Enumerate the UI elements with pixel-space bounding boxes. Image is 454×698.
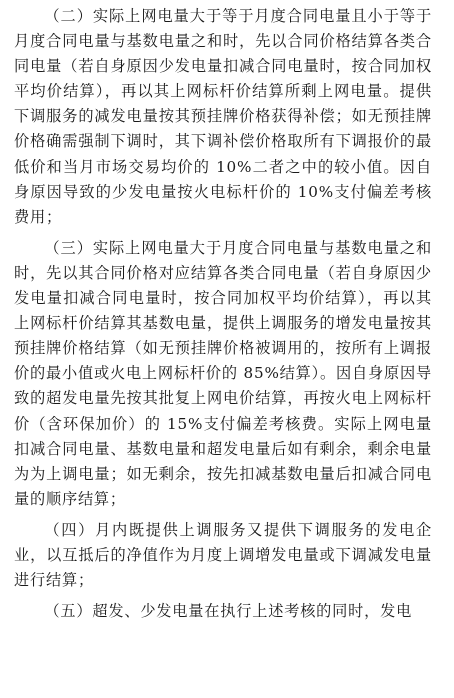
paragraph-item-3: （三）实际上网电量大于月度合同电量与基数电量之和时，先以其合同价格对应结算各类合同电量（若自身原因少发电量扣减合同电量时，按合同加权平均价结算），再以其上网标杆价结算其基数电量，提供上调服务的增发电量按其预挂牌价格结算（如无预挂牌价格被调用的，按所有上调报价的最小值或火电上网标杆价的 85%结算）。因自身原因导致的超发电量先按其批复上网电价结算，再按火电上网标杆价（含环保加价）的 15%支付偏差考核费。实际上网电量扣减合同电量、基数电量和超发电量后如有剩余，剩余电量为为上调电量；如无剩余，按先扣减基数电量后扣减合同电量的顺序结算； [14, 238, 432, 508]
paragraph-item-4: （四）月内既提供上调服务又提供下调服务的发电企业，以互抵后的净值作为月度上调增发电量或下调减发电量进行结算； [14, 520, 432, 590]
paragraph-item-5: （五）超发、少发电量在执行上述考核的同时，发电 [44, 602, 413, 621]
paragraph-item-2: （二）实际上网电量大于等于月度合同电量且小于等于月度合同电量与基数电量之和时，先以合同价格结算各类合同电量（若自身原因少发电量扣减合同电量时，按合同加权平均价结算），再以其上网标杆价结算所剩上网电量。提供下调服务的减发电量按其预挂牌价格获得补偿；如无预挂牌价格确需强制下调时，其下调补偿价格取所有下调报价的最低价和当月市场交易均价的 10%二者之中的较小值。因自身原因导致的少发电量按火电标杆价的 10%支付偏差考核费用； [14, 7, 432, 226]
